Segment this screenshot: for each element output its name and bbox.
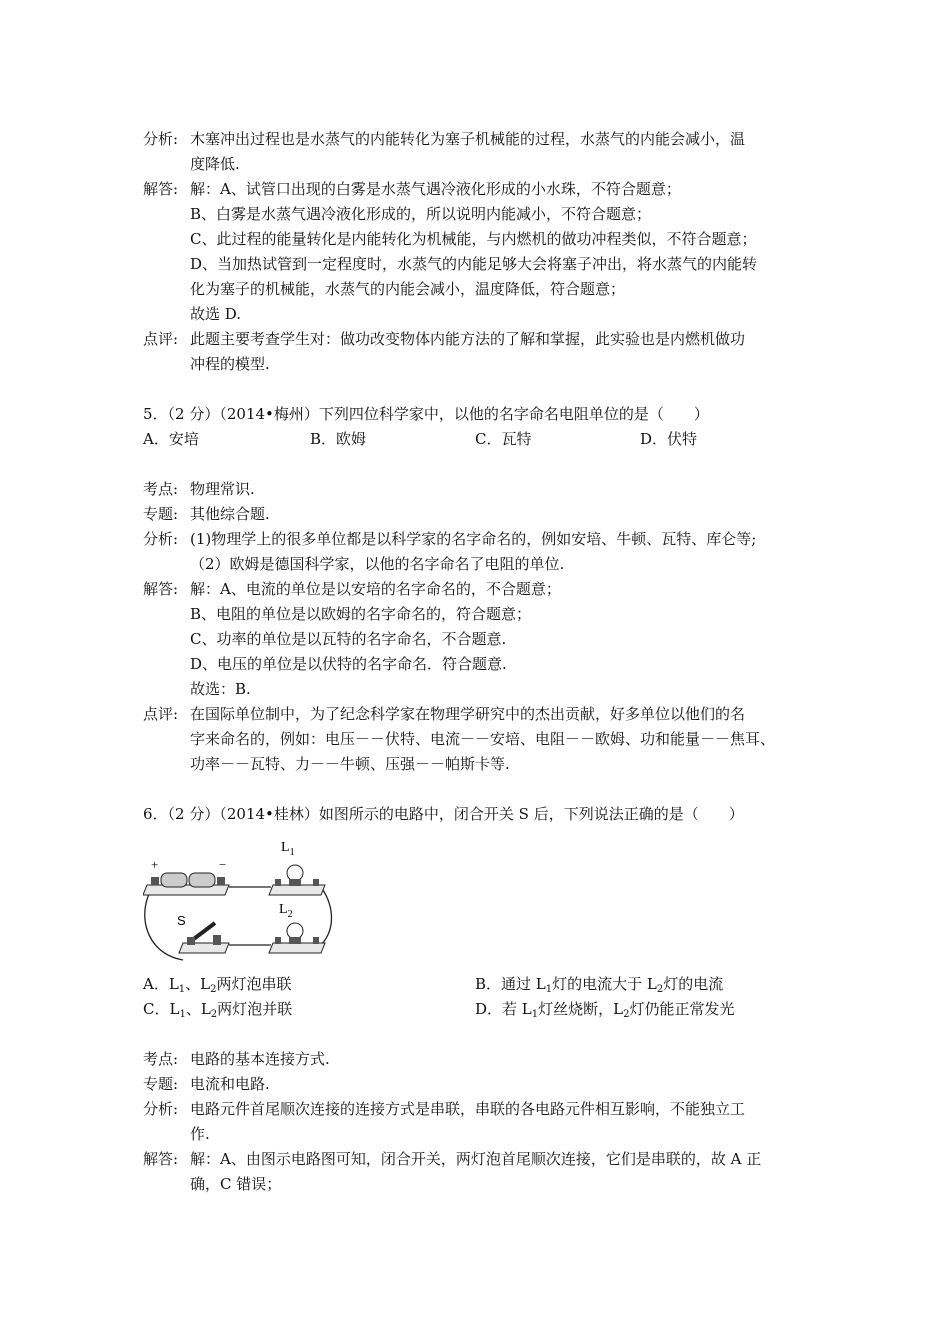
battery-minus-label: −: [219, 857, 227, 872]
answer-text: C、功率的单位是以瓦特的名字命名，不合题意.: [190, 630, 507, 648]
comment-text: 功率－－瓦特、力－－牛顿、压强－－帕斯卡等.: [190, 755, 510, 773]
answer-text: 化为塞子的机械能，水蒸气的内能会减小，温度降低，符合题意；: [190, 280, 626, 298]
option-d: D．若 $L_1$灯丝烧断，$L_2$灯仍能正常发光: [475, 1000, 735, 1020]
option-b: B．欧姆: [310, 430, 367, 448]
analysis-text: 木塞冲出过程也是水蒸气的内能转化为塞子机械能的过程，水蒸气的内能会减小，温: [190, 130, 746, 148]
question-stem: 5．（2 分）（2014•梅州）下列四位科学家中，以他的名字命名电阻单位的是（ ）: [143, 405, 709, 423]
analysis-label: 分析:: [143, 130, 179, 148]
comment-text: 此题主要考查学生对：做功改变物体内能方法的了解和掌握，此实验也是内燃机做功: [190, 330, 746, 348]
analysis-label: 分析:: [143, 1100, 179, 1118]
circuit-diagram: [143, 835, 333, 973]
lamp-l2-label: $L_2$: [279, 902, 293, 920]
answer-text: 解：A、由图示电路图可知，闭合开关，两灯泡首尾顺次连接，它们是串联的，故 A 正: [190, 1150, 762, 1168]
comment-text: 冲程的模型.: [190, 355, 270, 373]
answer-text: D、当加热试管到一定程度时，水蒸气的内能足够大会将塞子冲出，将水蒸气的内能转: [190, 255, 758, 273]
comment-text: 在国际单位制中，为了纪念科学家在物理学研究中的杰出贡献，好多单位以他们的名: [190, 705, 746, 723]
answer-label: 解答:: [143, 180, 179, 198]
comment-label: 点评:: [143, 705, 179, 723]
option-c: C．$L_1$、$L_2$两灯泡并联: [143, 1000, 293, 1020]
option-a: A．安培: [143, 430, 199, 448]
topic-text: 其他综合题.: [190, 505, 270, 523]
answer-label: 解答:: [143, 1150, 179, 1168]
battery-plus-label: +: [151, 857, 159, 872]
comment-text: 字来命名的，例如：电压－－伏特、电流－－安培、电阻－－欧姆、功和能量－－焦耳、: [190, 730, 776, 748]
analysis-text: 度降低.: [190, 155, 240, 173]
point-label: 考点:: [143, 1050, 179, 1068]
option-b: B．通过 $L_1$灯的电流大于 $L_2$灯的电流: [475, 975, 724, 995]
switch-s-label: S: [177, 913, 186, 928]
option-a: A．$L_1$、$L_2$两灯泡串联: [143, 975, 292, 995]
answer-text: 确，C 错误；: [190, 1175, 282, 1193]
answer-text: C、此过程的能量转化是内能转化为机械能，与内燃机的做功冲程类似，不符合题意；: [190, 230, 757, 248]
point-text: 物理常识.: [190, 480, 255, 498]
topic-label: 专题:: [143, 1075, 179, 1093]
battery-cell-icon: [189, 873, 215, 887]
option-d: D．伏特: [640, 430, 698, 448]
answer-text: D、电压的单位是以伏特的名字命名．符合题意.: [190, 655, 507, 673]
analysis-text: 电路元件首尾顺次连接的连接方式是串联，串联的各电路元件相互影响，不能独立工: [190, 1100, 746, 1118]
battery-cell-icon: [161, 873, 187, 887]
question-stem: 6．（2 分）（2014•桂林）如图所示的电路中，闭合开关 S 后，下列说法正确的是（ ）: [143, 805, 744, 823]
option-c: C．瓦特: [475, 430, 532, 448]
analysis-label: 分析:: [143, 530, 179, 548]
answer-text: B、白雾是水蒸气遇冷液化形成的，所以说明内能减小，不符合题意；: [190, 205, 652, 223]
answer-text: B、电阻的单位是以欧姆的名字命名的，符合题意；: [190, 605, 532, 623]
answer-text: 故选 D.: [190, 305, 242, 323]
point-text: 电路的基本连接方式.: [190, 1050, 330, 1068]
comment-label: 点评:: [143, 330, 179, 348]
analysis-text: 作.: [190, 1125, 210, 1143]
lamp-l1-label: $L_1$: [281, 840, 295, 858]
analysis-text: (1)物理学上的很多单位都是以科学家的名字命名的，例如安培、牛顿、瓦特、库仑等;: [190, 530, 757, 548]
topic-label: 专题:: [143, 505, 179, 523]
answer-label: 解答:: [143, 580, 179, 598]
bulb-l2-icon: [287, 923, 303, 939]
bulb-l1-icon: [287, 865, 303, 881]
answer-text: 解：A、电流的单位是以安培的名字命名的，不合题意；: [190, 580, 561, 598]
analysis-text: （2）欧姆是德国科学家，以他的名字命名了电阻的单位.: [190, 555, 565, 573]
answer-text: 故选：B.: [190, 680, 251, 698]
point-label: 考点:: [143, 480, 179, 498]
answer-text: 解：A、试管口出现的白雾是水蒸气遇冷液化形成的小水珠，不符合题意；: [190, 180, 681, 198]
topic-text: 电流和电路.: [190, 1075, 270, 1093]
